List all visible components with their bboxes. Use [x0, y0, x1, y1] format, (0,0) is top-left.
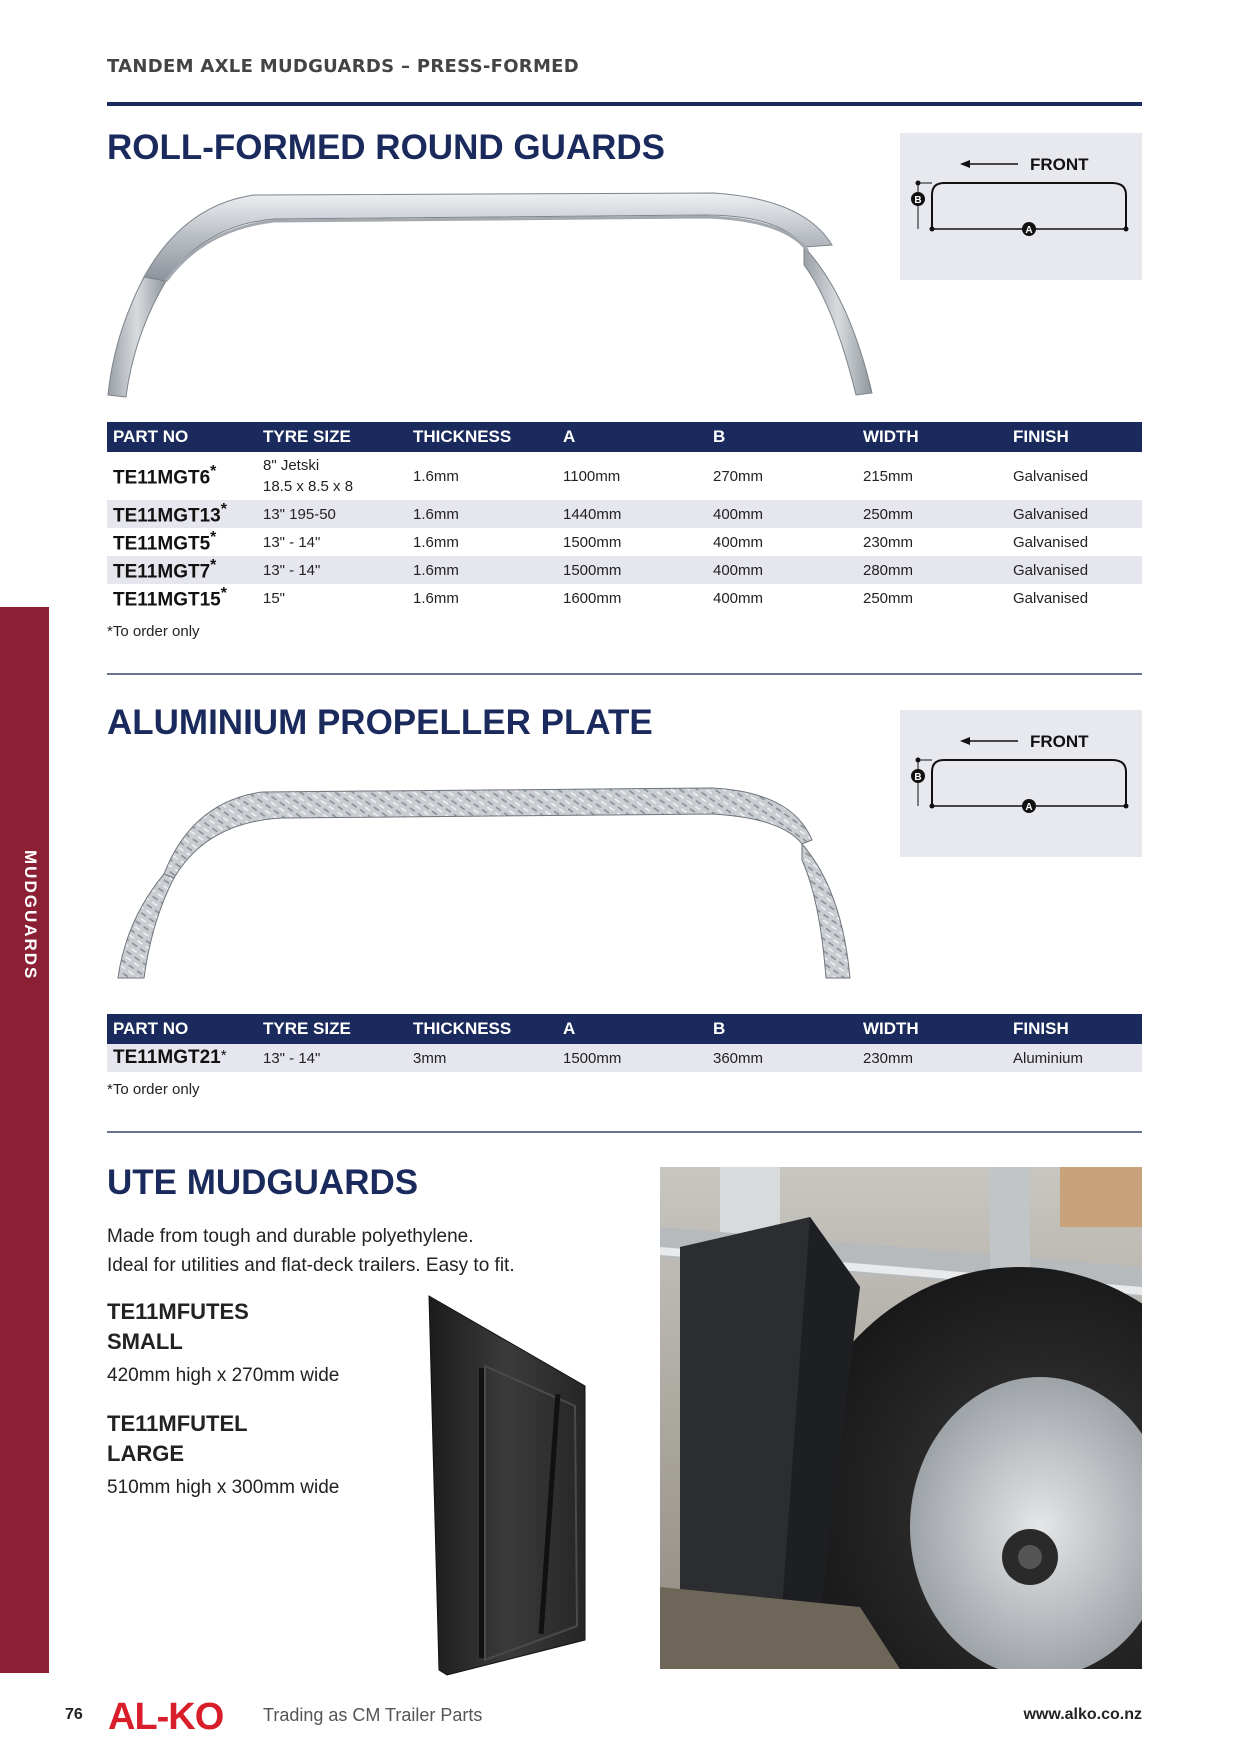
- guard-inner-edge: [166, 217, 808, 281]
- tyre-size: 13" 195-50: [257, 500, 407, 528]
- part-no: TE11MGT7*: [107, 556, 257, 584]
- dim-b: 400mm: [707, 500, 857, 528]
- width: 250mm: [863, 589, 914, 607]
- ute-photo: [660, 1167, 1142, 1669]
- propeller-plate-dimension-diagram: [900, 710, 1142, 857]
- table-row: [107, 556, 1142, 584]
- thickness: 1.6mm: [413, 533, 459, 551]
- plate-top-surface: [164, 788, 812, 878]
- round-guard-dimension-diagram: [900, 133, 1142, 280]
- sidebar-label: MUDGUARDS: [21, 850, 40, 981]
- front-arrow-icon: [960, 737, 970, 745]
- part-no: TE11MGT15*: [113, 584, 227, 611]
- col-tyre-size: TYRE SIZE: [257, 422, 407, 452]
- part-no: TE11MGT13*: [107, 500, 257, 528]
- small-size: SMALL: [107, 1329, 183, 1354]
- ute-title: UTE MUDGUARDS: [107, 1163, 419, 1202]
- plate-right-leg: [802, 844, 850, 978]
- thickness: 3mm: [407, 1044, 557, 1072]
- round-guard-image: [104, 185, 874, 405]
- part-no: TE11MGT5*: [113, 528, 217, 555]
- col-b: B: [707, 1014, 857, 1044]
- col-width: WIDTH: [857, 422, 1007, 452]
- dim-a: 1440mm: [557, 500, 707, 528]
- plate-b-label: B: [914, 772, 922, 783]
- col-b: B: [707, 422, 857, 452]
- plate-a-label: A: [1025, 802, 1033, 813]
- finish: Galvanised: [1007, 500, 1142, 528]
- col-thickness: THICKNESS: [407, 1014, 557, 1044]
- table-header-row: [107, 1014, 1142, 1044]
- width: 230mm: [863, 533, 914, 551]
- ute-large-spec: [107, 1409, 339, 1499]
- page-number: 76: [65, 1706, 83, 1723]
- col-width: WIDTH: [857, 1014, 1007, 1044]
- dim-b: 360mm: [707, 1044, 857, 1072]
- col-finish: FINISH: [1007, 1014, 1142, 1044]
- guard-top-surface: [144, 193, 832, 281]
- table-header-row: [107, 422, 1142, 452]
- dim-b: 270mm: [713, 467, 764, 485]
- dim-a: 1500mm: [557, 1044, 707, 1072]
- table-row: [107, 452, 1142, 500]
- round-guards-note: *To order only: [107, 623, 200, 640]
- col-tyre-size: TYRE SIZE: [257, 1014, 407, 1044]
- tyre-size: 13" - 14": [263, 533, 321, 551]
- table-row: [107, 1044, 1142, 1072]
- table-row: [107, 500, 1142, 528]
- alko-logo: [106, 1695, 241, 1739]
- large-code: TE11MFUTEL: [107, 1411, 248, 1436]
- dim-a: 1500mm: [563, 533, 622, 551]
- thickness: 1.6mm: [407, 500, 557, 528]
- dim-a: 1500mm: [557, 556, 707, 584]
- dim-b: 400mm: [707, 556, 857, 584]
- ute-small-spec: [107, 1297, 339, 1387]
- finish: Galvanised: [1007, 556, 1142, 584]
- website-link[interactable]: www.alko.co.nz: [1023, 1706, 1142, 1723]
- ute-desc-line-2: Ideal for utilities and flat-deck trailers. Easy to fit.: [107, 1255, 515, 1276]
- propeller-plate-table: [107, 1014, 1142, 1072]
- large-size: LARGE: [107, 1441, 184, 1466]
- col-part-no: PART NO: [107, 422, 257, 452]
- propeller-plate-image: [112, 780, 862, 980]
- header-rule: [107, 102, 1142, 106]
- width: 215mm: [863, 467, 914, 485]
- plate-front-label: FRONT: [1030, 732, 1089, 751]
- round-guards-title: ROLL-FORMED ROUND GUARDS: [107, 128, 666, 167]
- col-a: A: [557, 1014, 707, 1044]
- guard-right-leg: [804, 247, 872, 395]
- plate-left-leg: [118, 874, 174, 978]
- propeller-plate-note: *To order only: [107, 1081, 200, 1098]
- round-guards-table: [107, 422, 1142, 612]
- tyre-size: 13" - 14": [257, 1044, 407, 1072]
- table-row: [107, 584, 1142, 612]
- dim-a: 1600mm: [563, 589, 622, 607]
- guard-left-leg: [108, 277, 166, 397]
- width: 250mm: [857, 500, 1007, 528]
- tyre-size: 15": [263, 589, 286, 607]
- finish: Galvanised: [1013, 533, 1089, 551]
- col-part-no: PART NO: [107, 1014, 257, 1044]
- sidebar-tab: [0, 607, 49, 1673]
- thickness: 1.6mm: [413, 589, 459, 607]
- round-a-label: A: [1025, 225, 1033, 236]
- ute-mudguard-image: [415, 1290, 595, 1680]
- small-dims: 420mm high x 270mm wide: [107, 1365, 340, 1386]
- finish: Galvanised: [1013, 589, 1089, 607]
- round-front-label: FRONT: [1030, 155, 1089, 174]
- width: 280mm: [857, 556, 1007, 584]
- tyre-size: 8" Jetski 18.5 x 8.5 x 8: [263, 457, 354, 495]
- col-thickness: THICKNESS: [407, 422, 557, 452]
- section-divider: [107, 673, 1142, 675]
- width: 230mm: [857, 1044, 1007, 1072]
- large-dims: 510mm high x 300mm wide: [107, 1477, 340, 1498]
- small-code: TE11MFUTES: [107, 1299, 249, 1324]
- ute-description: [107, 1222, 627, 1280]
- table-row: [107, 528, 1142, 556]
- col-a: A: [557, 422, 707, 452]
- dim-b: 400mm: [713, 589, 764, 607]
- thickness: 1.6mm: [413, 467, 459, 485]
- section-label: TANDEM AXLE MUDGUARDS – PRESS-FORMED: [107, 56, 580, 77]
- dim-b: 400mm: [713, 533, 764, 551]
- trading-text: Trading as CM Trailer Parts: [263, 1705, 483, 1725]
- finish: Aluminium: [1007, 1044, 1142, 1072]
- section-divider: [107, 1131, 1142, 1133]
- propeller-plate-title: ALUMINIUM PROPELLER PLATE: [107, 703, 653, 742]
- finish: Galvanised: [1013, 467, 1089, 485]
- dim-a: 1100mm: [563, 467, 621, 485]
- ute-desc-line-1: Made from tough and durable polyethylene.: [107, 1226, 474, 1247]
- thickness: 1.6mm: [407, 556, 557, 584]
- round-b-label: B: [914, 195, 922, 206]
- part-no: TE11MGT6*: [113, 462, 217, 489]
- logo-text: AL-KO: [108, 1696, 224, 1735]
- tyre-size: 13" - 14": [257, 556, 407, 584]
- front-arrow-icon: [960, 160, 970, 168]
- part-no: TE11MGT21*: [107, 1044, 257, 1072]
- col-finish: FINISH: [1007, 422, 1142, 452]
